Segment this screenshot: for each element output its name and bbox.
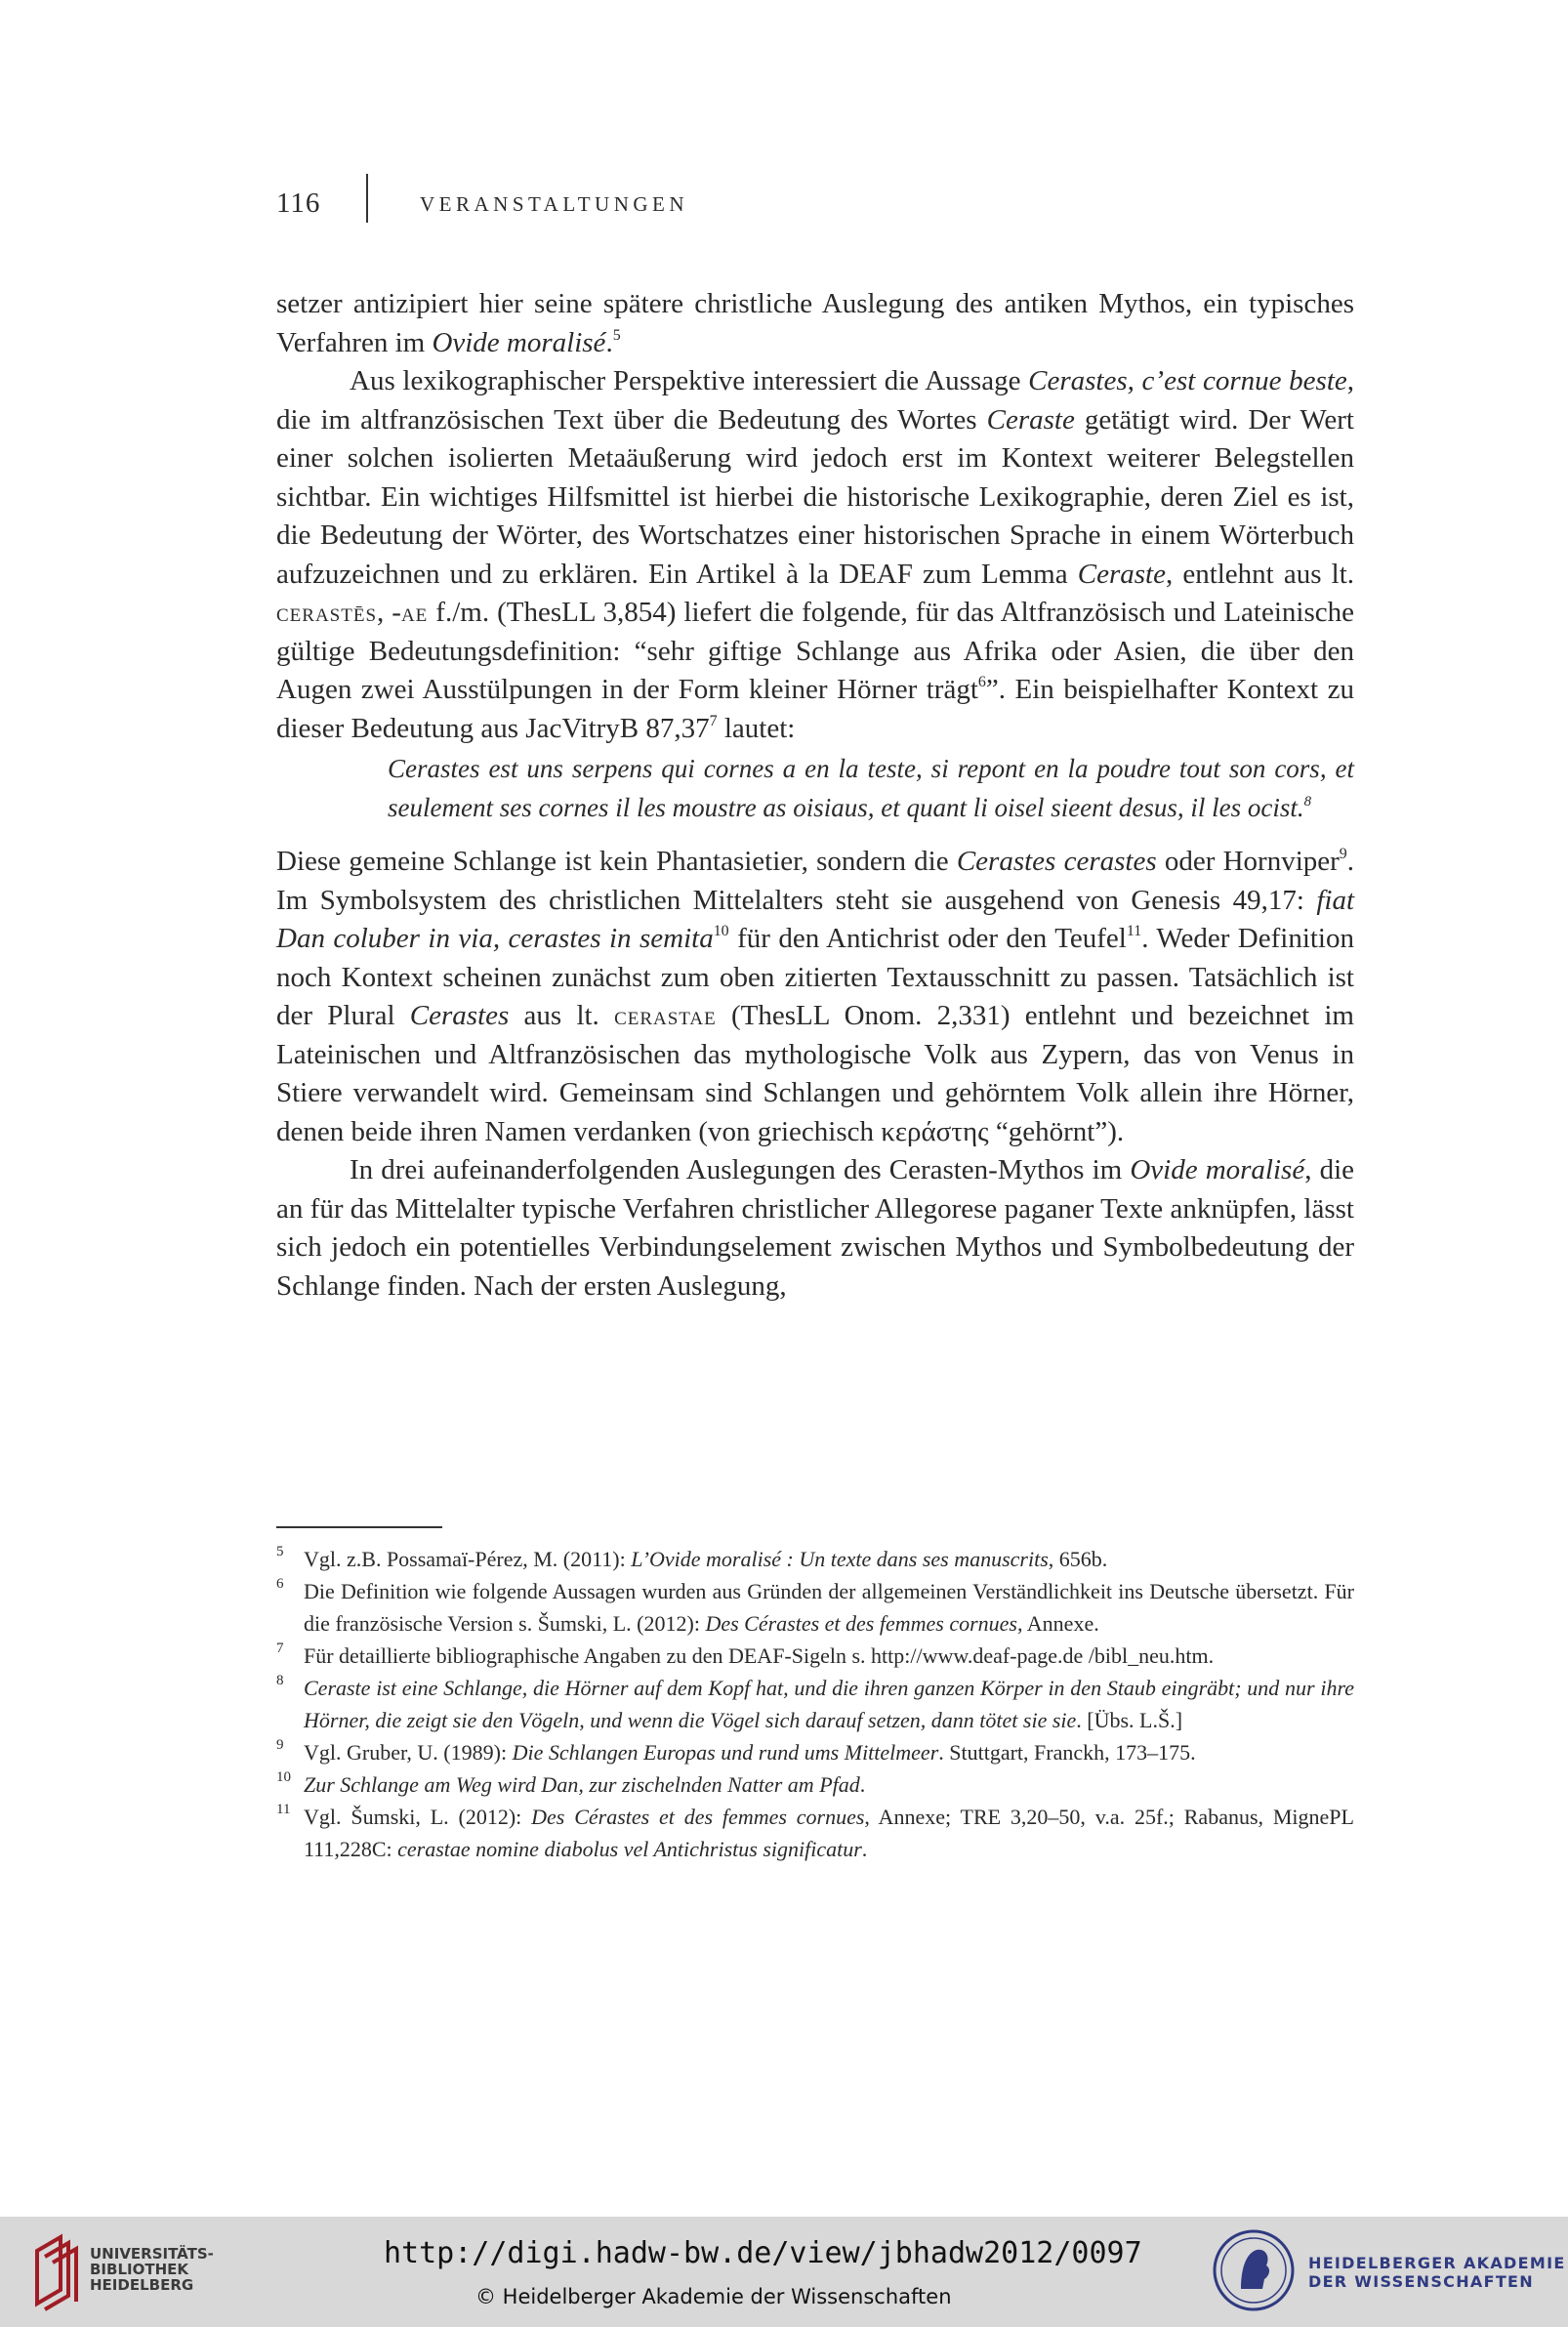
logo-line: UNIVERSITÄTS- [90, 2245, 214, 2263]
copyright-notice: © Heidelberger Akademie der Wissenschaften [475, 2285, 952, 2308]
main-text [276, 285, 1354, 1306]
source-url-link[interactable]: http://digi.hadw-bw.de/view/jbhadw2012/0097 [384, 2236, 1142, 2270]
university-library-logo-icon [31, 2231, 82, 2311]
header-divider [366, 174, 368, 223]
footnote: 11 Vgl. Šumski, L. (2012): Des Cérastes et des femmes cornues, Annexe; TRE 3,20–50, v.a. 25f.; Rabanus, MignePL 111,228C: cerastae nomine diabolus vel Antichristus significatur. [276, 1802, 1354, 1861]
block-quote: Cerastes est uns serpens qui cornes a en la teste, si repont en la poudre tout son cors, et seulement ses cornes il les moustre as oisiaus, et quant li oisel sieent desus, il les ocist.$^8$ [388, 754, 1354, 822]
logo-line: BIBLIOTHEK [90, 2261, 188, 2278]
paragraph: In drei aufeinanderfolgenden Auslegungen des Cerasten-Mythos im Ovide moralisé, die an für das Mittelalter typische Verfahren christlicher Allegorese paganer Texte anknüpfen, lässt sich jedoch ein potentielles Verbindungselement zwischen Mythos und Symbolbedeutung der Schlange finden. Nach der ersten Auslegung, [276, 1154, 1354, 1302]
paragraph: Aus lexikographischer Perspektive interessiert die Aussage Cerastes, c’est cornue beste, die im altfranzösischen Text über die Bedeutung des Wortes Ceraste getätigt wird. Der Wert einer solchen isolierten Metaäußerung wird jedoch erst im Kontext weiterer Belegstellen sichtbar. Ein wichtiges Hilfsmittel ist hierbei die historische Lexikographie, deren Ziel es ist, die Bedeutung der Wörter, des Wortschatzes einer historischen Sprache in einem Wörterbuch aufzuzeichnen und zu erklären. Ein Artikel à la DEAF zum Lemma Ceraste, entlehnt aus lt. cerastēs, -ae f./m. (ThesLL 3,854) liefert die folgende, für das Altfranzösisch und Lateinische gültige Bedeutungsdefinition: “sehr giftige Schlange aus Afrika oder Asien, die über den Augen zwei Ausstülpungen in der Form kleiner Hörner trägt$^6$”. Ein beispielhafter Kontext zu dieser Bedeutung aus JacVitryB 87,37$^7$ lautet: [276, 365, 1355, 744]
university-library-name [90, 2246, 214, 2293]
logo-line: HEIDELBERGER AKADEMIE [1308, 2254, 1566, 2272]
academy-seal-icon [1212, 2228, 1296, 2312]
footnotes [276, 1543, 1354, 1865]
footnote-separator [276, 1526, 442, 1528]
footer-bar [0, 2217, 1568, 2327]
footnote: 8 Ceraste ist eine Schlange, die Hörner auf dem Kopf hat, und die ihren ganzen Körper in den Staub eingräbt; und nur ihre Hörner, die zeigt sie den Vögeln, und wenn die Vögel sich darauf setzen, dann tötet sie sie. [Übs. L.Š.] [276, 1673, 1354, 1732]
page-number: 116 [276, 187, 321, 219]
footnote: 6 Die Definition wie folgende Aussagen wurden aus Gründen der allgemeinen Verständlichkeit ins Deutsche übersetzt. Für die französische Version s. Šumski, L. (2012): Des Cérastes et des femmes cornues, Annexe. [276, 1576, 1354, 1636]
running-title: VERANSTALTUNGEN [420, 192, 689, 216]
footnote: 10 Zur Schlange am Weg wird Dan, zur zischelnden Natter am Pfad. [276, 1769, 866, 1797]
footnote: 7 Für detaillierte bibliographische Angaben zu den DEAF-Sigeln s. http://www.deaf-page.de /bibl_neu.htm. [276, 1641, 1215, 1668]
paragraph: setzer antizipiert hier seine spätere christliche Auslegung des antiken Mythos, ein typisches Verfahren im Ovide moralisé.$^5$ [276, 288, 1354, 358]
footnote: 5 Vgl. z.B. Possamaï-Pérez, M. (2011): L’Ovide moralisé : Un texte dans ses manuscrits, 656b. [276, 1544, 1108, 1571]
logo-line: DER WISSENSCHAFTEN [1308, 2272, 1534, 2291]
footnote: 9 Vgl. Gruber, U. (1989): Die Schlangen Europas und rund ums Mittelmeer. Stuttgart, Franckh, 173–175. [276, 1737, 1196, 1765]
paragraph: Diese gemeine Schlange ist kein Phantasietier, sondern die Cerastes cerastes oder Hornviper$^9$. Im Symbolsystem des christlichen Mittelalters steht sie ausgehend von Genesis 49,17: fiat Dan coluber in via, cerastes in semita$^{10}$ für den Antichrist oder den Teufel$^{11}$. Weder Definition noch Kontext scheinen zunächst zum oben zitierten Textausschnitt zu passen. Tatsächlich ist der Plural Cerastes aus lt. cerastae (ThesLL Onom. 2,331) entlehnt und bezeichnet im Lateinischen und Altfranzösischen das mythologische Volk aus Zypern, das von Venus in Stiere verwandelt wird. Gemeinsam sind Schlangen und gehörntem Volk allein ihre Hörner, denen beide ihren Namen verdanken (von griechisch κεράστης “gehörnt”). [276, 846, 1355, 1147]
logo-line: HEIDELBERG [90, 2276, 194, 2294]
academy-name [1308, 2254, 1566, 2291]
